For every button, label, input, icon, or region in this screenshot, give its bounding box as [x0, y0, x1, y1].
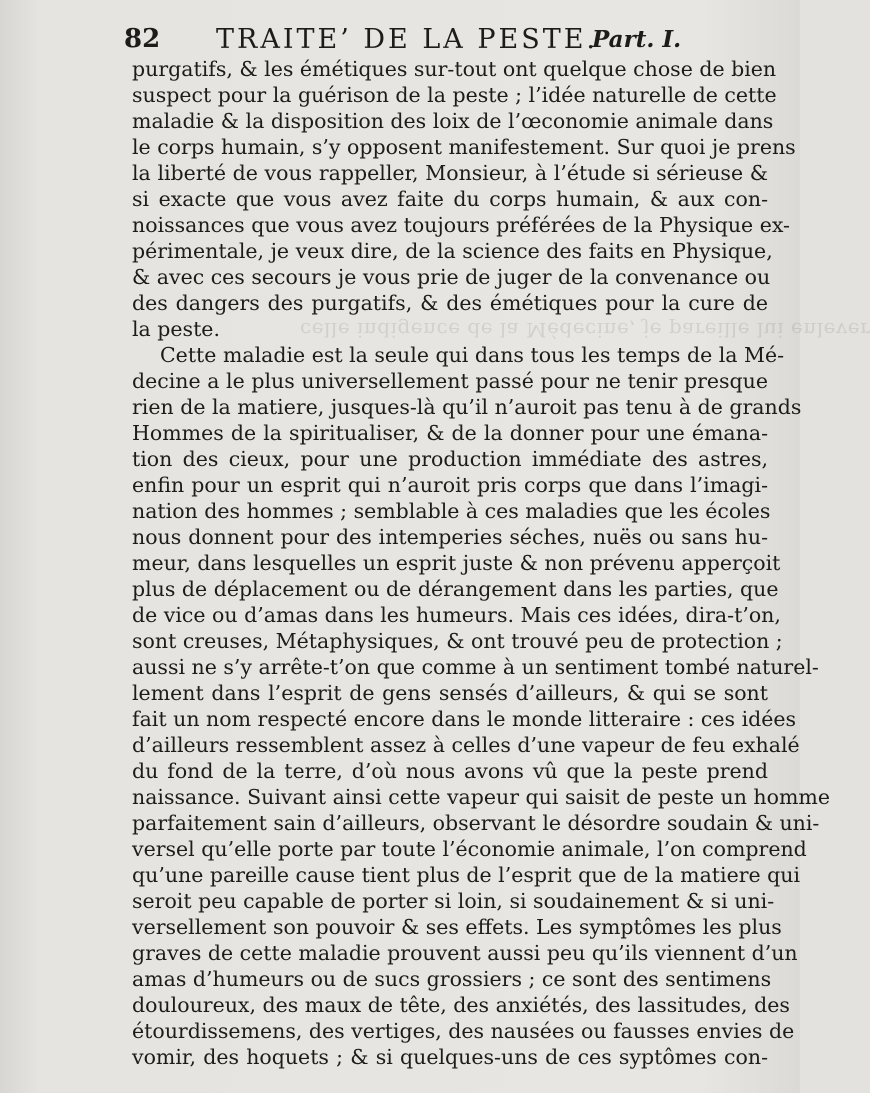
text-line: aussi ne s’y arrête-t’on que comme à un sentiment tombé naturel-: [132, 655, 819, 679]
text-line: purgatifs, & les émétiques sur-tout ont quelque chose de bien: [132, 57, 777, 81]
show-through-text: celle indigence de la Médecine, je pareille lui enlever: [300, 318, 870, 342]
text-line: suspect pour la guérison de la peste ; l’idée naturelle de cette: [132, 83, 777, 107]
text-line: qu’une pareille cause tient plus de l’esprit que de la matiere qui: [132, 863, 801, 887]
text-line: maladie & la disposition des loix de l’œconomie animale dans: [132, 109, 774, 133]
text-line: périmentale, je veux dire, de la science des faits en Physique,: [132, 239, 773, 263]
text-line: graves de cette maladie prouvent aussi peu qu’ils viennent d’un: [132, 941, 798, 965]
text-line: douloureux, des maux de tête, des anxiétés, des lassitudes, des: [132, 993, 790, 1017]
text-line: versellement son pouvoir & ses effets. Les symptômes les plus: [132, 915, 782, 939]
text-line: la peste.: [132, 317, 220, 341]
text-line: fait un nom respecté encore dans le monde litteraire : ces idées: [132, 707, 797, 731]
text-line: étourdissemens, des vertiges, des nausées ou fausses envies de: [132, 1019, 795, 1043]
text-line: Hommes de la spiritualiser, & de la donner pour une émana-: [132, 421, 768, 445]
part-label: Part. I.: [592, 26, 682, 53]
text-line: d’ailleurs ressemblent assez à celles d’une vapeur de feu exhalé: [132, 733, 800, 757]
text-line: du fond de la terre, d’où nous avons vû que la peste prend: [132, 759, 768, 783]
text-line: versel qu’elle porte par toute l’économie animale, l’on comprend: [132, 837, 807, 861]
text-line: amas d’humeurs ou de sucs grossiers ; ce sont des sentimens: [132, 967, 772, 991]
text-line: sont creuses, Métaphysiques, & ont trouvé peu de protection ;: [132, 629, 783, 653]
text-line: naissance. Suivant ainsi cette vapeur qui saisit de peste un homme: [132, 785, 830, 809]
text-line: tion des cieux, pour une production immédiate des astres,: [132, 447, 768, 471]
body-text: [132, 56, 830, 1070]
text-line: plus de déplacement ou de dérangement dans les parties, que: [132, 577, 779, 601]
text-line: meur, dans lesquelles un esprit juste & non prévenu apperçoit: [132, 551, 781, 575]
text-line: si exacte que vous avez faite du corps humain, & aux con-: [132, 187, 768, 211]
text-line: seroit peu capable de porter si loin, si soudainement & si uni-: [132, 889, 775, 913]
page-number: 82: [124, 24, 161, 54]
text-line: enfin pour un esprit qui n’auroit pris corps que dans l’imagi-: [132, 473, 768, 497]
text-line: la liberté de vous rappeller, Monsieur, à l’étude si sérieuse &: [132, 161, 768, 185]
paragraph-start-line: Cette maladie est la seule qui dans tous les temps de la Mé-: [160, 343, 785, 367]
running-header: [124, 22, 764, 56]
text-line: decine a le plus universellement passé pour ne tenir presque: [132, 369, 768, 393]
text-line: & avec ces secours je vous prie de juger de la convenance ou: [132, 265, 771, 289]
text-line: nous donnent pour des intemperies séches, nuës ou sans hu-: [132, 525, 768, 549]
text-line: vomir, des hoquets ; & si quelques-uns de ces syptômes con-: [132, 1045, 768, 1069]
text-line: rien de la matiere, jusques-là qu’il n’auroit pas tenu à de grands: [132, 395, 802, 419]
running-title: TRAITE’ DE LA PESTE.: [216, 24, 599, 55]
text-line: nation des hommes ; semblable à ces maladies que les écoles: [132, 499, 771, 523]
text-line: lement dans l’esprit de gens sensés d’ailleurs, & qui se sont: [132, 681, 768, 705]
text-line: des dangers des purgatifs, & des émétiques pour la cure de: [132, 291, 768, 315]
text-line: le corps humain, s’y opposent manifestement. Sur quoi je prens: [132, 135, 796, 159]
text-line: de vice ou d’amas dans les humeurs. Mais ces idées, dira-t’on,: [132, 603, 781, 627]
text-line: parfaitement sain d’ailleurs, observant le désordre soudain & uni-: [132, 811, 820, 835]
text-line: noissances que vous avez toujours préférées de la Physique ex-: [132, 213, 790, 237]
